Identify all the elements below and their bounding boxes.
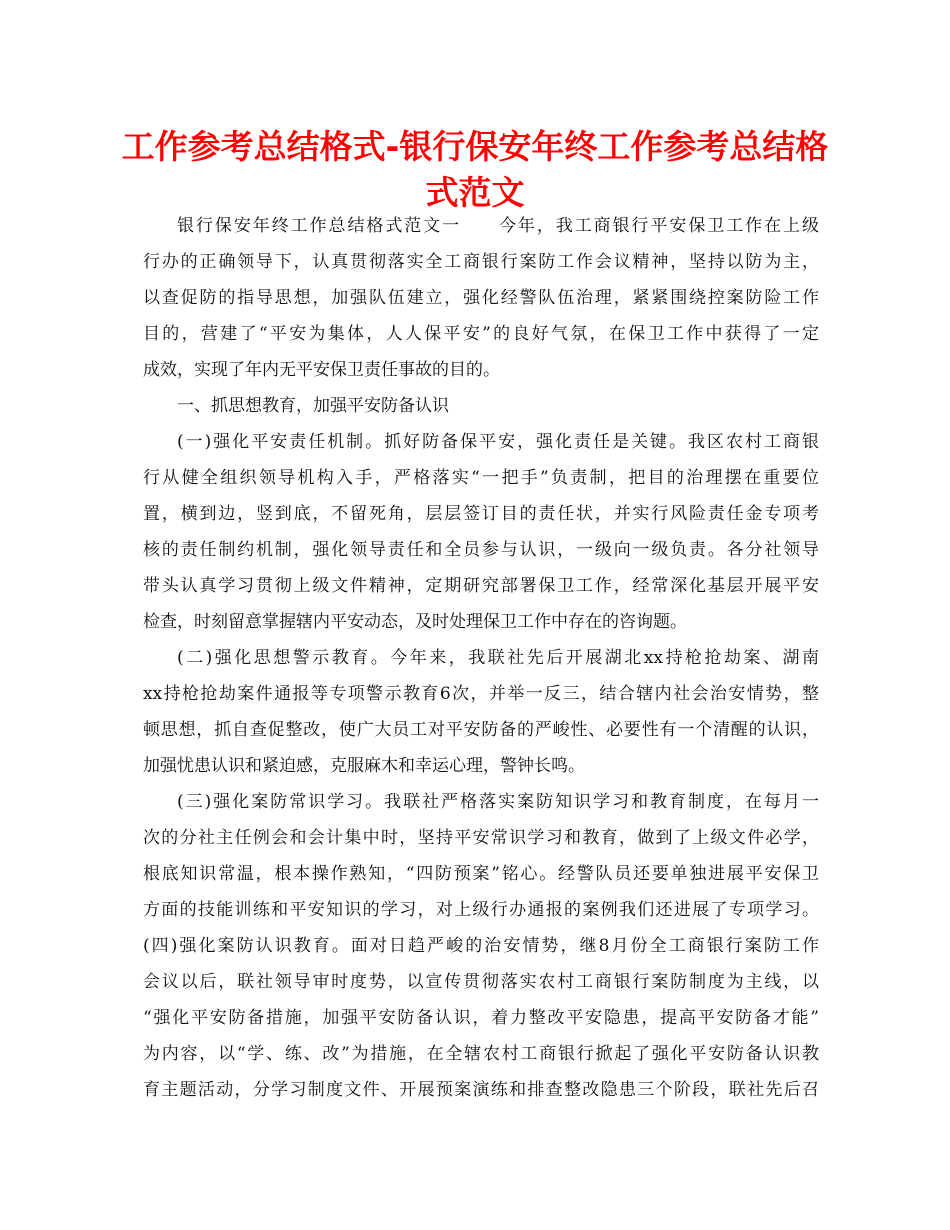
body-line: 为内容，以“学、练、改”为措施，在全辖农村工商银行掀起了强化平安防备认识教 — [143, 1044, 819, 1064]
body-line: 成效，实现了年内无平安保卫责任事故的目的。 — [143, 360, 500, 380]
body-line: 带头认真学习贯彻上级文件精神，定期研究部署保卫工作，经常深化基层开展平安 — [143, 576, 819, 596]
body-line: 顿思想，抓自查促整改，使广大员工对平安防备的严峻性、必要性有一个清醒的认识， — [143, 720, 819, 740]
body-line: (四)强化案防认识教育。面对日趋严峻的治安情势，继8月份全工商银行案防工作 — [143, 936, 819, 956]
body-line: “强化平安防备措施，加强平安防备认识，着力整改平安隐患，提高平安防备才能” — [143, 1008, 819, 1028]
body-line: 置，横到边，竖到底，不留死角，层层签订目的责任状，并实行风险责任金专项考 — [143, 504, 819, 524]
body-line: 目的，营建了“平安为集体，人人保平安”的良好气氛，在保卫工作中获得了一定 — [143, 324, 819, 344]
body-line: 银行保安年终工作总结格式范文一 今年，我工商银行平安保卫工作在上级 — [177, 216, 819, 236]
body-line: 行从健全组织领导机构入手，严格落实“一把手”负责制，把目的治理摆在重要位 — [143, 468, 819, 488]
document-title-line-1: 工作参考总结格式-银行保安年终工作参考总结格 — [121, 127, 829, 166]
body-line: 育主题活动，分学习制度文件、开展预案演练和排查整改隐患三个阶段，联社先后召 — [143, 1080, 819, 1100]
body-line: 行办的正确领导下，认真贯彻落实全工商银行案防工作会议精神，坚持以防为主， — [143, 252, 819, 272]
body-line: (一)强化平安责任机制。抓好防备保平安，强化责任是关键。我区农村工商银 — [177, 432, 819, 452]
body-line: 方面的技能训练和平安知识的学习，对上级行办通报的案例我们还进展了专项学习。 — [143, 900, 819, 920]
body-line: (二)强化思想警示教育。今年来，我联社先后开展湖北xx持枪抢劫案、湖南 — [177, 648, 819, 668]
body-line: 次的分社主任例会和会计集中时，坚持平安常识学习和教育，做到了上级文件必学， — [143, 828, 819, 848]
body-line: 加强忧患认识和紧迫感，克服麻木和幸运心理，警钟长鸣。 — [143, 756, 585, 776]
body-line: (三)强化案防常识学习。我联社严格落实案防知识学习和教育制度，在每月一 — [177, 792, 819, 812]
body-line: xx持枪抢劫案件通报等专项警示教育6次，并举一反三，结合辖内社会治安情势，整 — [143, 684, 819, 704]
body-line: 会议以后，联社领导审时度势，以宣传贯彻落实农村工商银行案防制度为主线，以 — [143, 972, 819, 992]
body-line: 检查，时刻留意掌握辖内平安动态，及时处理保卫工作中存在的咨询题。 — [143, 612, 687, 632]
body-line: 核的责任制约机制，强化领导责任和全员参与认识，一级向一级负责。各分社领导 — [143, 540, 819, 560]
section-heading: 一、抓思想教育，加强平安防备认识 — [177, 396, 449, 416]
body-line: 以查促防的指导思想，加强队伍建立，强化经警队伍治理，紧紧围绕控案防险工作 — [143, 288, 819, 308]
document-title-line-2: 式范文 — [425, 173, 525, 212]
body-line: 根底知识常温，根本操作熟知，“四防预案”铭心。经警队员还要单独进展平安保卫 — [143, 864, 819, 884]
